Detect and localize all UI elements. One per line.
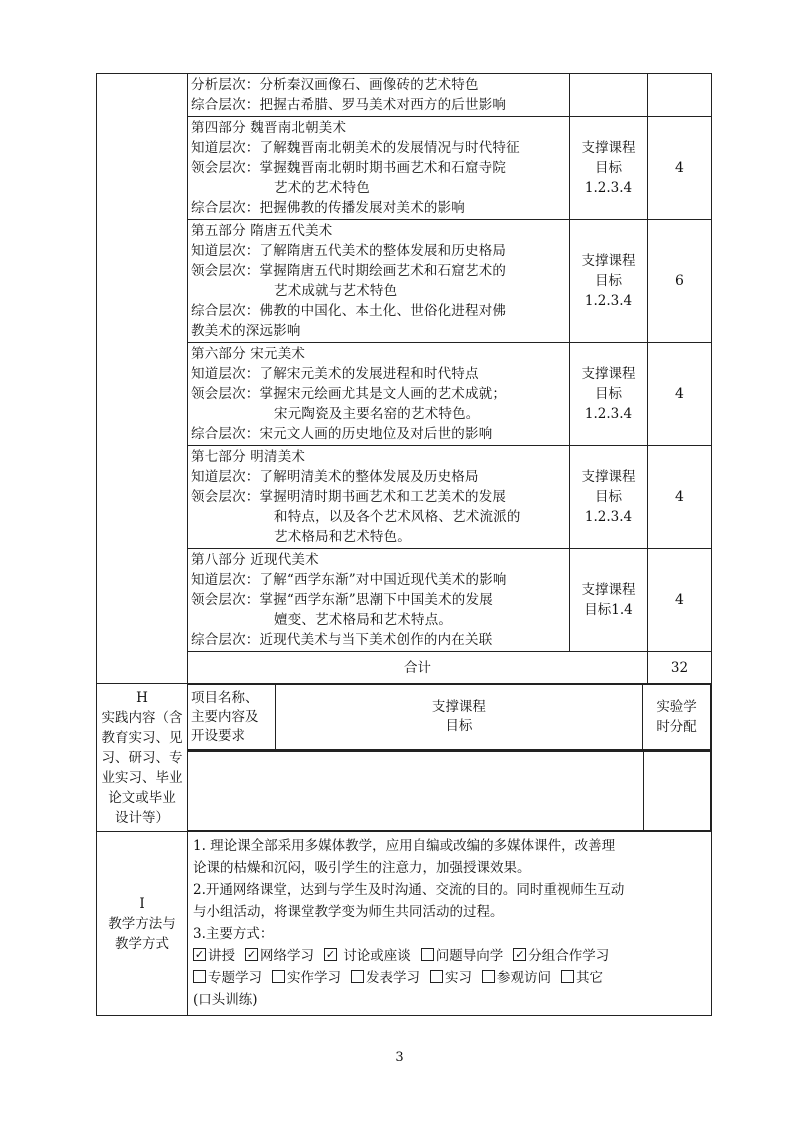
method-option[interactable] bbox=[482, 970, 551, 986]
method-option-label: 网络学习 bbox=[260, 948, 314, 964]
section-line: 知道层次：了解“西学东渐”对中国近现代美术的影响 bbox=[191, 572, 507, 588]
practice-col-project-text: 项目名称、 主要内容及 开设要求 bbox=[191, 689, 259, 744]
section-line: 嬗变、艺术格局和艺术特点。 bbox=[274, 612, 453, 628]
section-row bbox=[97, 549, 712, 652]
support-target bbox=[570, 74, 648, 117]
checkbox-icon[interactable] bbox=[561, 970, 574, 983]
practice-col-project bbox=[188, 685, 275, 750]
method-option-label: 分组合作学习 bbox=[528, 948, 610, 964]
section-row bbox=[97, 446, 712, 549]
section-content bbox=[188, 549, 570, 652]
section-content bbox=[188, 117, 570, 220]
checked-checkbox-icon[interactable] bbox=[245, 948, 258, 961]
methods-options-row2 bbox=[191, 967, 708, 989]
method-option[interactable] bbox=[272, 970, 341, 986]
section-hours: 6 bbox=[648, 220, 712, 343]
section-content bbox=[188, 446, 570, 549]
method-option[interactable] bbox=[245, 948, 314, 964]
section-line: 知道层次：了解明清美术的整体发展及历史格局 bbox=[191, 469, 479, 485]
practice-col-hours bbox=[643, 685, 711, 750]
section-content bbox=[188, 220, 570, 343]
support-target: 支撑课程 目标 1.2.3.4 bbox=[570, 117, 648, 220]
checkbox-icon[interactable] bbox=[421, 948, 434, 961]
section-line: 艺术格局和艺术特色。 bbox=[274, 529, 411, 545]
section-line: 综合层次：近现代美术与当下美术创作的内在关联 bbox=[191, 632, 493, 648]
support-target: 支撑课程 目标1.4 bbox=[570, 549, 648, 652]
method-option-label: 实习 bbox=[445, 970, 472, 986]
section-hours: 4 bbox=[648, 343, 712, 446]
left-blank-cell bbox=[97, 74, 188, 652]
practice-body-hours bbox=[643, 752, 710, 831]
method-option[interactable] bbox=[193, 948, 235, 964]
section-line: 艺术成就与艺术特色 bbox=[274, 283, 398, 299]
method-option[interactable] bbox=[324, 948, 411, 964]
support-target: 支撑课程 目标 1.2.3.4 bbox=[570, 343, 648, 446]
practice-label-text: H 实践内容（含 教育实习、见 习、研习、专 业实习、毕业 论文或毕业 设计等） bbox=[101, 689, 183, 826]
section-line: 综合层次：宋元文人画的历史地位及对后世的影响 bbox=[191, 426, 493, 442]
section-line: 综合层次：佛教的中国化、本土化、世俗化进程对佛 bbox=[191, 303, 507, 319]
section-hours bbox=[648, 74, 712, 117]
practice-body bbox=[188, 751, 711, 831]
methods-heading: 3.主要方式： bbox=[193, 926, 274, 942]
section-line: 领会层次：掌握魏晋南北朝时期书画艺术和石窟寺院 bbox=[191, 160, 507, 176]
section-content bbox=[188, 343, 570, 446]
section-row bbox=[97, 220, 712, 343]
checkbox-icon[interactable] bbox=[272, 970, 285, 983]
method-option-label: 问题导向学 bbox=[435, 948, 504, 964]
section-line: 第四部分 魏晋南北朝美术 bbox=[191, 120, 347, 136]
section-hours: 4 bbox=[648, 117, 712, 220]
practice-body-cell bbox=[188, 751, 712, 832]
support-target: 支撑课程 目标 1.2.3.4 bbox=[570, 446, 648, 549]
section-line: 第五部分 隋唐五代美术 bbox=[191, 223, 333, 239]
practice-body-row bbox=[97, 751, 712, 832]
checked-checkbox-icon[interactable] bbox=[324, 948, 337, 961]
checkbox-icon[interactable] bbox=[482, 970, 495, 983]
practice-row bbox=[97, 684, 712, 751]
practice-col-support bbox=[275, 685, 643, 750]
section-line: 知道层次：了解魏晋南北朝美术的发展情况与时代特征 bbox=[191, 140, 520, 156]
methods-para2-line1: 2.开通网络课堂，达到与学生及时沟通、交流的目的。同时重视师生互动 bbox=[193, 882, 625, 898]
section-line: 教美术的深远影响 bbox=[191, 323, 301, 339]
method-option[interactable] bbox=[430, 970, 472, 986]
methods-options-row1 bbox=[191, 945, 708, 967]
section-line: 和特点，以及各个艺术风格、艺术流派的 bbox=[274, 509, 521, 525]
method-option-label: 专题学习 bbox=[208, 970, 262, 986]
left-blank-cell bbox=[97, 652, 188, 684]
practice-header bbox=[188, 684, 711, 750]
method-option-label: 参观访问 bbox=[497, 970, 551, 986]
syllabus-table bbox=[96, 73, 712, 1016]
method-option[interactable] bbox=[513, 948, 609, 964]
section-line: 领会层次：掌握“西学东渐”思潮下中国美术的发展 bbox=[191, 592, 493, 608]
checkbox-icon[interactable] bbox=[193, 970, 206, 983]
section-hours: 4 bbox=[648, 446, 712, 549]
method-option-label: 实作学习 bbox=[287, 970, 341, 986]
total-label: 合计 bbox=[188, 652, 648, 684]
method-option-label: 讨论或座谈 bbox=[339, 948, 411, 964]
methods-label bbox=[97, 832, 188, 1016]
practice-label bbox=[97, 684, 188, 832]
checked-checkbox-icon[interactable] bbox=[193, 948, 206, 961]
section-line: 第七部分 明清美术 bbox=[191, 449, 306, 465]
checked-checkbox-icon[interactable] bbox=[513, 948, 526, 961]
total-row bbox=[97, 652, 712, 684]
methods-para1-line2: 论课的枯燥和沉闷，吸引学生的注意力，加强授课效果。 bbox=[193, 860, 531, 876]
methods-para2-line2: 与小组活动，将课堂教学变为师生共同活动的过程。 bbox=[193, 904, 504, 920]
section-line: 综合层次：把握古希腊、罗马美术对西方的后世影响 bbox=[191, 97, 507, 113]
section-line: 知道层次：了解隋唐五代美术的整体发展和历史格局 bbox=[191, 243, 507, 259]
methods-row bbox=[97, 832, 712, 1016]
support-target: 支撑课程 目标 1.2.3.4 bbox=[570, 220, 648, 343]
method-option-label: 发表学习 bbox=[366, 970, 420, 986]
section-row bbox=[97, 343, 712, 446]
content-rows bbox=[97, 74, 712, 652]
practice-body-content bbox=[188, 752, 643, 831]
section-line: 分析层次：分析秦汉画像石、画像砖的艺术特色 bbox=[191, 77, 479, 93]
section-hours: 4 bbox=[648, 549, 712, 652]
method-option-label: 讲授 bbox=[208, 948, 235, 964]
practice-col-hours-text: 实验学 时分配 bbox=[656, 699, 697, 735]
practice-col-support-text: 支撑课程 目标 bbox=[431, 699, 486, 734]
section-line: 艺术的艺术特色 bbox=[274, 180, 370, 196]
section-line: 领会层次：掌握明清时期书画艺术和工艺美术的发展 bbox=[191, 489, 507, 505]
checkbox-icon[interactable] bbox=[430, 970, 443, 983]
section-line: 领会层次：掌握宋元绘画尤其是文人画的艺术成就； bbox=[191, 386, 507, 402]
section-content bbox=[188, 74, 570, 117]
methods-content bbox=[188, 832, 712, 1016]
methods-label-text: I 教学方法与 教学方式 bbox=[108, 895, 176, 952]
section-line: 领会层次：掌握隋唐五代时期绘画艺术和石窟艺术的 bbox=[191, 263, 507, 279]
method-option[interactable] bbox=[193, 970, 262, 986]
page-number: 3 bbox=[395, 1050, 404, 1065]
method-option[interactable] bbox=[421, 948, 504, 964]
method-option[interactable] bbox=[561, 970, 603, 986]
section-line: 第六部分 宋元美术 bbox=[191, 346, 306, 362]
section-line: 知道层次：了解宋元美术的发展进程和时代特点 bbox=[191, 366, 479, 382]
section-line: 综合层次：把握佛教的传播发展对美术的影响 bbox=[191, 200, 465, 216]
method-option-label: 其它 bbox=[576, 970, 603, 986]
practice-header-cell bbox=[188, 684, 712, 751]
section-line: 宋元陶瓷及主要名窑的艺术特色。 bbox=[274, 406, 480, 422]
section-line: 第八部分 近现代美术 bbox=[191, 552, 319, 568]
section-row bbox=[97, 117, 712, 220]
methods-para1-line1: 1. 理论课全部采用多媒体教学，应用自编或改编的多媒体课件，改善理 bbox=[193, 838, 616, 854]
total-value: 32 bbox=[648, 652, 712, 684]
section-row bbox=[97, 74, 712, 117]
checkbox-icon[interactable] bbox=[351, 970, 364, 983]
methods-extra: (口头训练) bbox=[193, 992, 258, 1008]
method-option[interactable] bbox=[351, 970, 420, 986]
